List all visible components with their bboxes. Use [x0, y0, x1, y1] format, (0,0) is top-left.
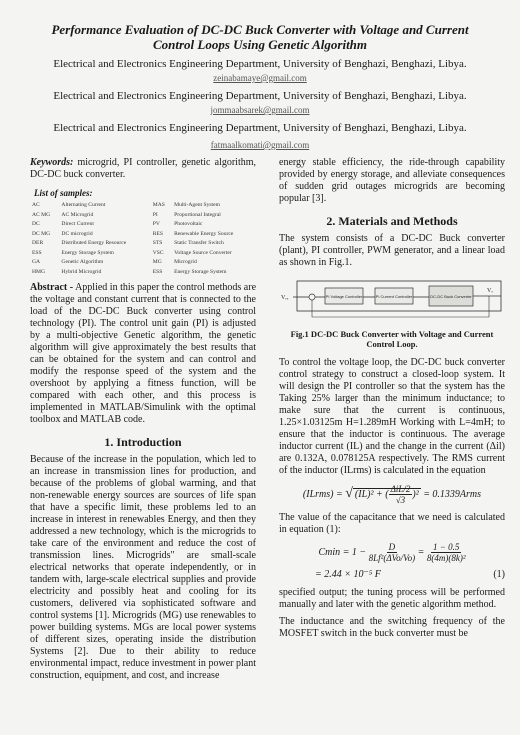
sample-abbrev: AC MG	[32, 211, 51, 218]
sample-abbrev: DC MG	[32, 230, 51, 237]
eq2-mid: =	[417, 546, 425, 558]
equation-cmin: Cmin = 1 − $\frac{D}{\text{8Lf²(ΔVo/Vo)}}$ = $\frac{1 - 0.5}{\text{8(4m)(8k)²}}$	[318, 542, 466, 563]
affiliation-1: Electrical and Electronics Engineering Department, University of Benghazi, Benghazi, Libya.	[53, 58, 467, 70]
sample-abbrev: PV	[152, 221, 160, 227]
sample-abbrev: ESS	[32, 249, 42, 256]
pi-current-label: PI Current Controller	[375, 294, 413, 299]
methods-paragraph-4: specified output; the tuning process will be performed manually and later with the genetic algorithm method.	[279, 587, 505, 610]
email-link-2[interactable]: jommaabsarek@gmail.com	[210, 105, 310, 115]
samples-row	[30, 230, 256, 240]
methods-paragraph-5: The inductance and the switching frequency of the MOSFET switch in the buck converter must be	[279, 616, 505, 639]
samples-table	[30, 201, 256, 277]
block-diagram	[279, 275, 505, 323]
buck-converter-label: DC-DC Buck Converter	[430, 294, 472, 299]
abstract-text: Applied in this paper the control methods are the voltage and constant current that is connected to the load of the DC-DC Buck converter using control technology (PI). The control unit gain (PI) is adjusted by a multi-objective Genetic algorithm, the genetic algorithm will give approximately the best results that can be obtained for the system and can control and modify the response speed of the system and the overshoot by applying a fitness function, will be compared with each other, and this process is implemented in MATLAB/Simulink with the optimal toolbox and MATLAB code.	[30, 282, 257, 425]
sample-abbrev: ESS	[152, 268, 163, 275]
intro-heading: 1. Introduction	[104, 435, 182, 449]
sample-definition: Energy Storage System	[174, 268, 227, 275]
vin-label: Vᵣₑ	[281, 295, 289, 301]
keywords	[30, 157, 256, 181]
sample-abbrev: VSC	[152, 249, 164, 256]
sample-definition: Voltage Source Converter	[174, 249, 232, 256]
left-column	[30, 157, 256, 682]
sample-abbrev: HMG	[32, 268, 46, 275]
sample-definition: Hybrid Microgrid	[61, 268, 102, 275]
abstract-label: Abstract -	[30, 282, 74, 293]
methods-heading: 2. Materials and Methods	[326, 214, 458, 228]
sample-definition: DC microgrid	[61, 230, 93, 237]
right-column	[279, 157, 505, 640]
figure-1-caption: Fig.1 DC-DC Buck Converter with Voltage and Current Control Loop.	[290, 329, 494, 349]
samples-row	[30, 239, 256, 249]
equation-cmin-result	[279, 569, 505, 581]
eq2-result: = 2.44 × 10⁻⁵ F	[315, 569, 381, 580]
eq2-rhs-den: 8(4m)(8k)²	[426, 553, 466, 563]
eq2-rhs-num: 1 − 0.5	[433, 542, 460, 552]
keywords-text: microgrid, PI controller, genetic algorithm, DC-DC buck converter.	[30, 157, 256, 180]
samples-row	[30, 211, 256, 221]
sample-definition: Alternating Current	[61, 202, 106, 208]
sample-definition: Static Transfer Switch	[174, 240, 224, 246]
samples-row	[30, 201, 256, 211]
affiliation-3: Electrical and Electronics Engineering Department, University of Benghazi, Benghazi, Libya.	[53, 122, 467, 134]
sample-abbrev: MAS	[152, 202, 165, 208]
eq2-lhs: Cmin = 1 −	[318, 546, 367, 558]
keywords-label: Keywords:	[30, 157, 74, 168]
equation-ilrms: (ILrms) = √ (IL)² + ( $\frac{\text{ΔiL/2}}{√3}$ )² = 0.1339Arms	[302, 484, 482, 505]
figure-1	[279, 275, 505, 327]
samples-title: List of samples:	[34, 188, 93, 198]
abstract	[30, 282, 256, 426]
summing-junction	[309, 294, 315, 300]
pi-voltage-label: PI Voltage Controller	[325, 294, 363, 299]
sample-definition: Multi-Agent System	[174, 202, 220, 208]
sample-definition: Photovoltaic	[174, 221, 203, 227]
sample-abbrev: RES	[152, 230, 163, 237]
affiliation-2: Electrical and Electronics Engineering Department, University of Benghazi, Benghazi, Libya.	[53, 90, 467, 102]
eq1-lhs: (ILrms) =	[302, 488, 343, 500]
sample-abbrev: DER	[32, 240, 44, 246]
sample-abbrev: GA	[32, 259, 41, 265]
intro-paragraph: Because of the increase in the population, which led to an increase in transmission lines for production, and because of the problems of global warming, and that non-renewable energy sources are sources of life span that have a specific limit, these problems led to an increase in interest in renewables Energy, and then they addressed a new technology, which is the microgrids to take care of the environment and reduce the cost of transmission lines. Microgrids" are small-scale electrical networks that operate independently, or in tandem with, large-scale electrical supplies and provide electricity and possibly heat and cooling for its customers, delivered via sophisticated software and control systems [1]. Microgrids (MG) use renewables to power building systems. MGs are local power systems of different sizes, operating inside the distribution Systems [2]. Due to their ability to reduce environmental impact, reduce investment in power plant construction, equipment, and cost, and increase	[30, 454, 256, 681]
sample-definition: Energy Storage System	[61, 249, 114, 256]
vo-label: Vₒ	[487, 288, 494, 294]
sample-abbrev: PI	[152, 211, 158, 218]
methods-paragraph-1: The system consists of a DC-DC Buck converter (plant), PI controller, PWM generator, and a linear load as shown in Fig.1.	[279, 233, 505, 268]
paper-title: Performance Evaluation of DC-DC Buck Converter with Voltage and Current Control Loops Using Genetic Algorithm	[51, 22, 469, 52]
samples-row	[30, 249, 256, 259]
right-paragraph-1: energy stable efficiency, the ride-through capability provided by energy storage, and alleviate consequences of sudden grid outages microgrids are becoming popular [3].	[279, 157, 505, 204]
sample-definition: Renewable Energy Source	[174, 230, 234, 237]
sample-abbrev: STS	[152, 240, 163, 246]
sample-abbrev: AC	[32, 202, 40, 208]
samples-row	[30, 220, 256, 230]
eq2-number: (1)	[493, 569, 505, 580]
sample-definition: Microgrid	[174, 259, 197, 265]
sample-definition: Direct Current	[61, 221, 94, 227]
sample-definition: Distributed Energy Resource	[61, 240, 127, 246]
email-link-3[interactable]: fatmaalkomati@gmail.com	[210, 140, 310, 150]
email-link-1[interactable]: zeinabamaye@gmail.com	[213, 73, 307, 83]
sample-abbrev: MG	[152, 259, 162, 265]
samples-row	[30, 268, 256, 278]
methods-paragraph-2: To control the voltage loop, the DC-DC buck converter control strategy to construct a closed-loop system. It will design the PI controller so that the system has the Taking 25% larger than the minimum inductance; to make sure that the current is continuous, 1.25×1.03125m H=1.289mH Working with L=4mH; to ensure that the inductor is continuous. The average inductor current (IL) and the change in the current (Δil) are 0.132A, 0.078125A respectively. The RMS current of the inductor (ILrms) is calculated in the equation	[279, 357, 505, 476]
eq1-rhs: = 0.1339Arms	[423, 488, 482, 500]
sample-definition: AC Microgrid	[61, 211, 94, 218]
sample-abbrev: DC	[32, 221, 40, 227]
sample-definition: Genetic Algorithm	[61, 259, 104, 265]
samples-row	[30, 258, 256, 268]
sample-definition: Proportional Integral	[174, 211, 221, 218]
methods-paragraph-3: The value of the capacitance that we need is calculated in equation (1):	[279, 512, 505, 535]
